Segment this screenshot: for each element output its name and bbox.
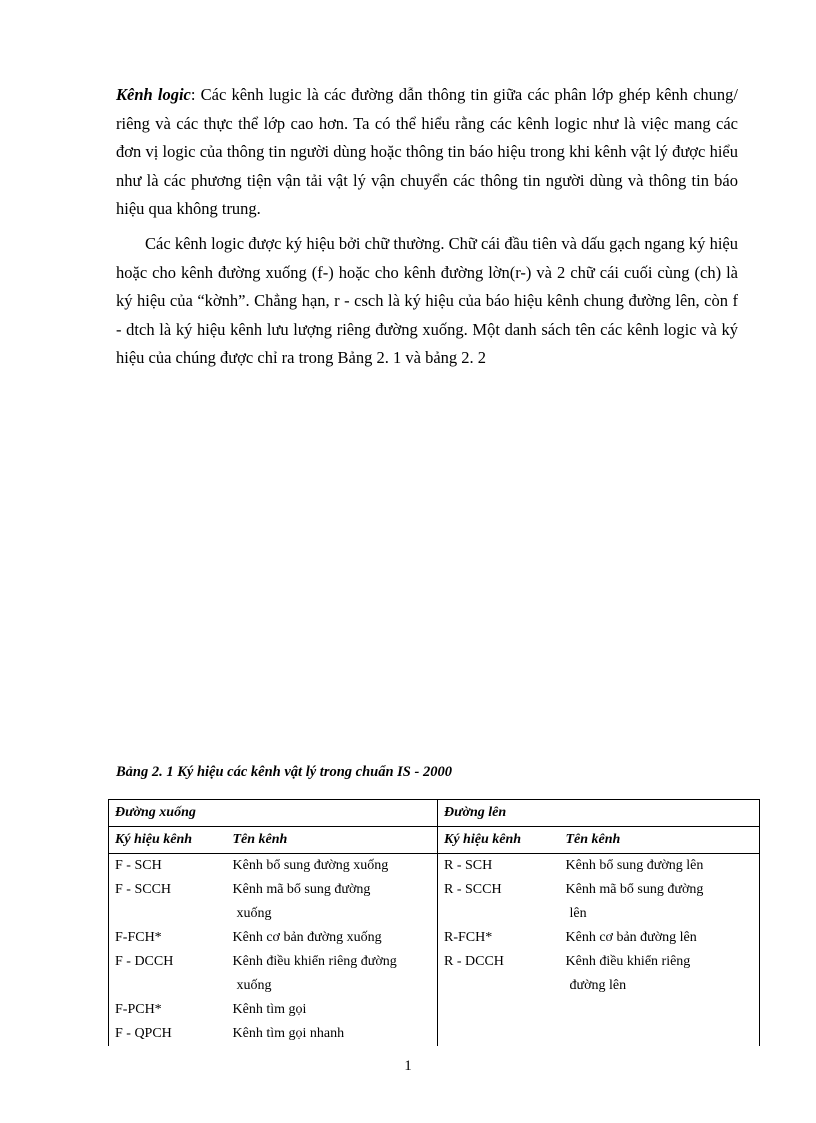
table-row	[109, 926, 760, 950]
uplink-name-continuation: đường lên	[569, 978, 627, 993]
uplink-name-continuation: lên	[569, 906, 587, 921]
table-group-header-row	[109, 800, 760, 827]
uplink-symbol	[438, 1022, 560, 1046]
uplink-col-name: Tên kênh	[560, 827, 760, 854]
downlink-name	[227, 878, 438, 926]
table-caption: Bảng 2. 1 Ký hiệu các kênh vật lý trong chuẩn IS - 2000	[116, 764, 452, 780]
table-row	[109, 878, 760, 926]
table-row	[109, 1022, 760, 1046]
downlink-symbol: F-FCH*	[109, 926, 227, 950]
uplink-name	[560, 998, 760, 1022]
downlink-name	[227, 854, 438, 879]
uplink-name	[560, 1022, 760, 1046]
uplink-symbol	[438, 998, 560, 1022]
paragraph-logic-channels-body: : Các kênh lugic là các đường dẫn thông tin giữa các phân lớp ghép kênh chung/ riêng và các thực thể lớp cao hơn. Ta có thể hiểu rằng các kênh logic như là việc mang các đơn vị logic của thông tin người dùng hoặc thông tin báo hiệu trong khi kênh vật lý được hiểu như là các phương tiện vận tải vật lý vận chuyển các thông tin người dùng và thông tin báo hiệu qua không trung.	[116, 85, 738, 219]
table-row	[109, 854, 760, 879]
uplink-name	[560, 950, 760, 998]
uplink-name	[560, 926, 760, 950]
downlink-name-text: Kênh điều khiển riêng đường	[232, 954, 397, 969]
downlink-name-text: Kênh mã bổ sung đường	[232, 882, 371, 897]
downlink-symbol: F - SCCH	[109, 878, 227, 926]
paragraph-channel-notation: Các kênh logic được ký hiệu bởi chữ thường. Chữ cái đầu tiên và dấu gạch ngang ký hiệu hoặc cho kênh đường xuống (f-) hoặc cho kênh đường lờn(r-) và 2 chữ cái cuối cùng (ch) là ký hiệu của “kờnh”. Chẳng hạn, r - csch là ký hiệu của báo hiệu kênh chung đường lên, còn f - dtch là ký hiệu kênh lưu lượng riêng đường xuống. Một danh sách tên các kênh logic và ký hiệu của chúng được chỉ ra trong Bảng 2. 1 và bảng 2. 2	[116, 234, 738, 368]
downlink-header: Đường xuống	[109, 800, 438, 827]
downlink-symbol: F - QPCH	[109, 1022, 227, 1046]
uplink-name	[560, 854, 760, 879]
downlink-col-symbol: Ký hiệu kênh	[109, 827, 227, 854]
uplink-name	[560, 878, 760, 926]
downlink-symbol: F-PCH*	[109, 998, 227, 1022]
table-column-header-row	[109, 827, 760, 854]
downlink-name	[227, 998, 438, 1022]
downlink-name-continuation: xuống	[236, 906, 272, 921]
term-logic-channel: Kênh logic	[116, 85, 191, 104]
table-row	[109, 950, 760, 998]
downlink-symbol: F - SCH	[109, 854, 227, 879]
uplink-symbol: R-FCH*	[444, 930, 493, 945]
downlink-name-continuation: xuống	[236, 978, 272, 993]
uplink-name-text: Kênh mã bổ sung đường	[565, 882, 704, 897]
downlink-name-text: Kênh cơ bản đường xuống	[232, 930, 382, 945]
downlink-symbol: F - DCCH	[109, 950, 227, 998]
downlink-name-text: Kênh tìm gọi	[232, 1002, 307, 1017]
page-number: 1	[404, 1058, 412, 1074]
uplink-symbol: R - SCH	[444, 858, 493, 873]
downlink-name	[227, 950, 438, 998]
uplink-symbol: R - DCCH	[444, 954, 504, 969]
downlink-name-text: Kênh bổ sung đường xuống	[232, 858, 389, 873]
channel-table	[108, 799, 760, 1046]
paragraph-logic-channels	[116, 81, 738, 224]
uplink-name-text: Kênh bổ sung đường lên	[565, 858, 704, 873]
uplink-symbol: R - SCCH	[444, 882, 502, 897]
uplink-name-text: Kênh điều khiển riêng	[565, 954, 691, 969]
downlink-name	[227, 926, 438, 950]
table-row	[109, 998, 760, 1022]
uplink-header: Đường lên	[438, 800, 760, 827]
downlink-name-text: Kênh tìm gọi nhanh	[232, 1026, 345, 1041]
uplink-col-symbol: Ký hiệu kênh	[438, 827, 560, 854]
downlink-col-name: Tên kênh	[227, 827, 438, 854]
downlink-name	[227, 1022, 438, 1046]
uplink-name-text: Kênh cơ bản đường lên	[565, 930, 697, 945]
